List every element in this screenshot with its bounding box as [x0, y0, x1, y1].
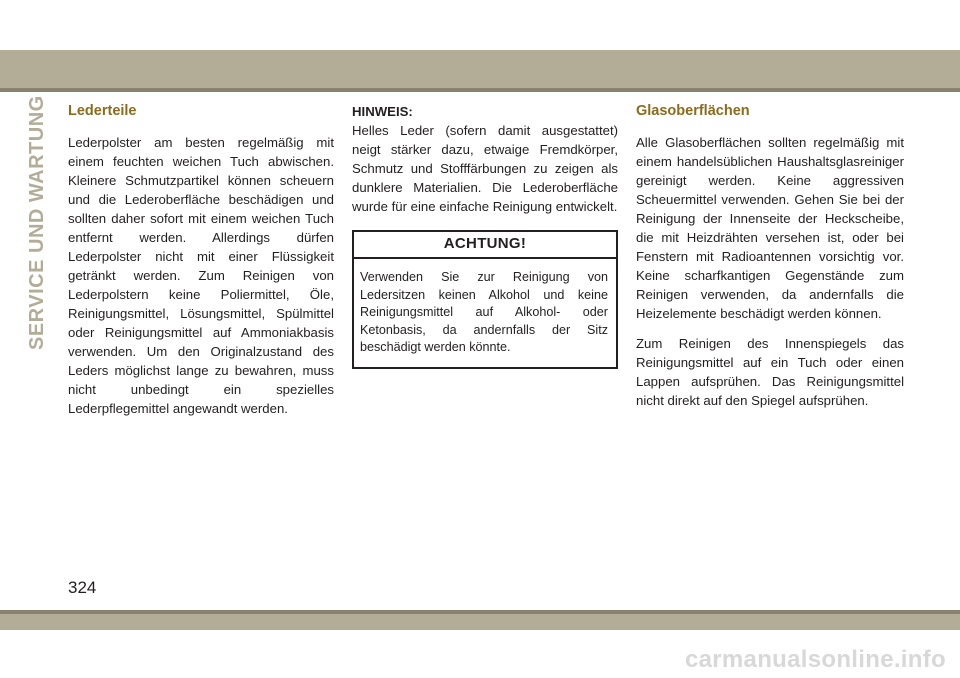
paragraph-glass-1: Alle Glasoberflächen sollten regelmäßig mit einem handelsüblichen Haushaltsglasreiniger gereinigt werden. Keine aggressiven Scheuermittel verwenden. Gehen Sie bei der Reinigung der Innenseite der Heckscheibe, die mit Heizdrähten versehen ist, oder bei Fenstern mit Radioantennen vorsichtig vor. Keine scharfkantigen Gegenstände zum Reinigen verwenden, da andernfalls die Heizelemente beschädigt werden können. — [636, 135, 904, 321]
paragraph-glass-2: Zum Reinigen des Innenspiegels das Reinigungsmittel auf ein Tuch oder einen Lappen aufsprühen. Das Reinigungsmittel nicht direkt auf den Spiegel aufsprühen. — [636, 336, 904, 408]
page-number: 324 — [68, 578, 97, 597]
header-band — [0, 50, 960, 88]
watermark: carmanualsonline.info — [684, 646, 946, 673]
warning-title: ACHTUNG! — [354, 232, 616, 259]
heading-leather: Lederteile — [68, 103, 137, 119]
column-glass — [636, 96, 904, 421]
warning-text: Verwenden Sie zur Reinigung von Ledersitzen keinen Alkohol und keine Reinigungsmittel auf Alkohol- oder Ketonbasis, da andernfalls der Sitz beschädigt werden könnte. — [360, 270, 608, 354]
header-rule — [0, 88, 960, 92]
note-label: HINWEIS: — [352, 104, 413, 119]
footer-band — [0, 614, 960, 630]
note-text: Helles Leder (sofern damit ausgestattet) neigt stärker dazu, etwaige Fremdkörper, Schmutz und Stofffärbungen zu zeigen als dunklere Materialien. Die Lederoberfläche wurde für eine einfache Reinigung entwickelt. — [352, 123, 618, 214]
column-leather — [68, 96, 334, 429]
column-note — [352, 102, 618, 369]
warning-box — [352, 230, 618, 369]
heading-glass: Glasoberflächen — [636, 103, 750, 119]
section-side-title: SERVICE UND WARTUNG — [26, 95, 48, 350]
paragraph-leather: Lederpolster am besten regelmäßig mit einem feuchten weichen Tuch abwischen. Kleinere Schmutzpartikel können scheuern und die Lederoberfläche beschädigen und sollten daher sofort mit einem weichen Tuch entfernt werden. Allerdings dürfen Lederpolster nicht mit einer Flüssigkeit getränkt werden. Zum Reinigen von Lederpolstern keine Poliermittel, Öle, Reinigungsmittel, Lösungsmittel, Spülmittel oder Reinigungsmittel auf Ammoniakbasis verwenden. Um den Originalzustand des Leders möglichst lange zu bewahren, muss nicht unbedingt ein spezielles Lederpflegemittel angewandt werden. — [68, 135, 334, 416]
